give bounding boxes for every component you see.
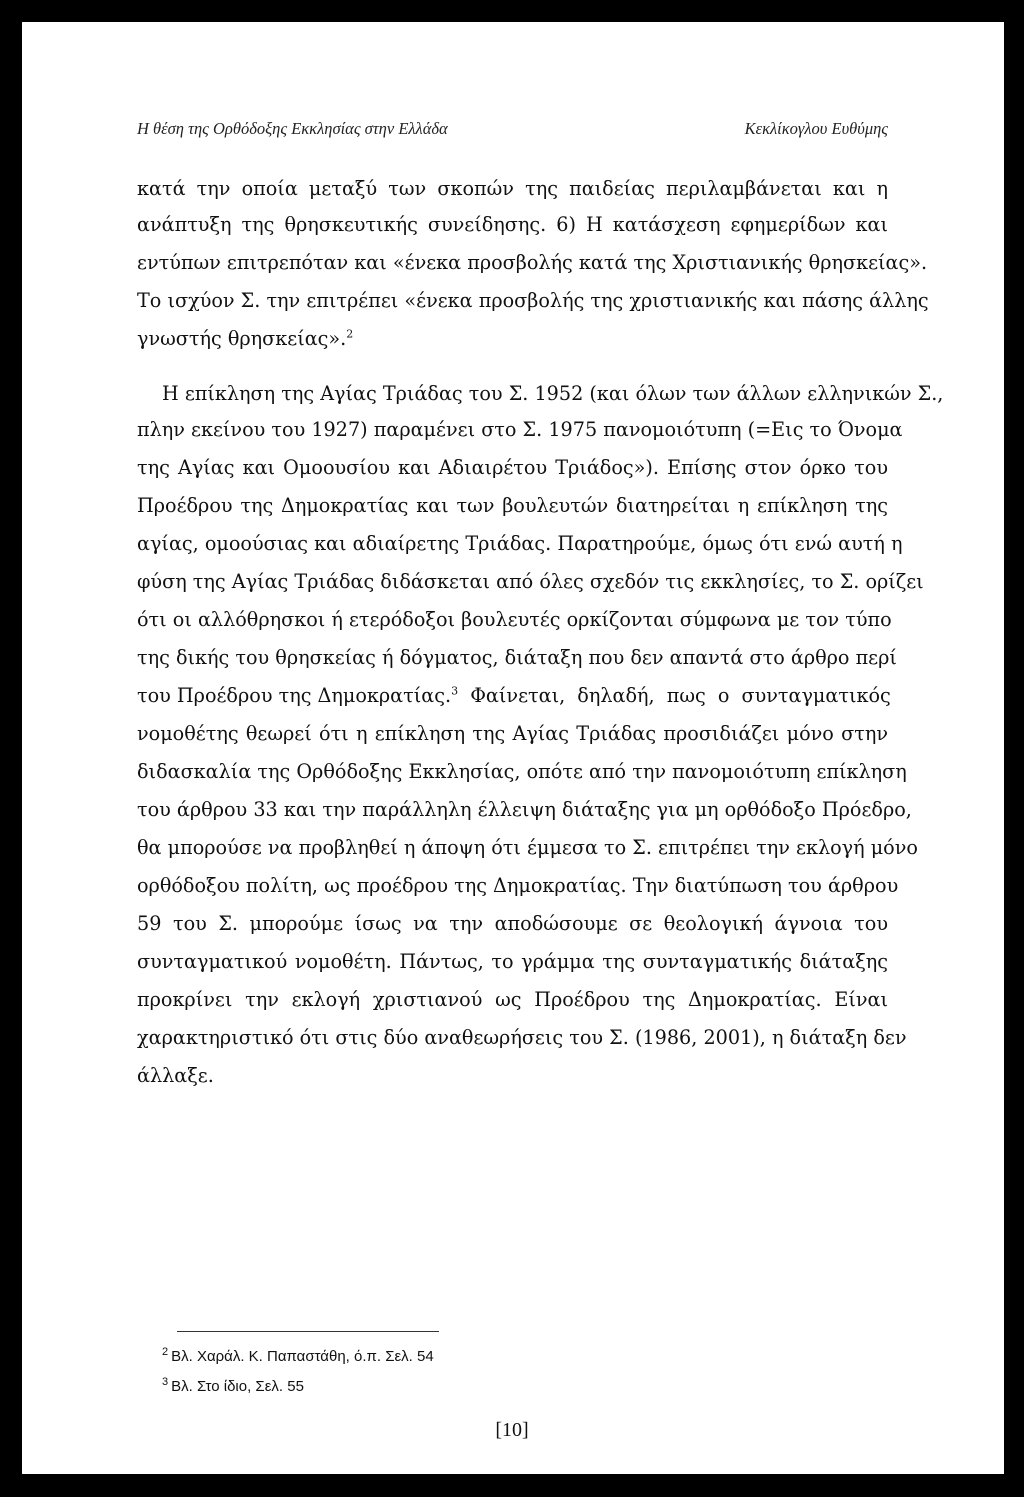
text-line: Η επίκληση της Αγίας Τριάδας του Σ. 1952 (και όλων των άλλων ελληνικών Σ., — [162, 382, 944, 405]
text-line: φύση της Αγίας Τριάδας διδάσκεται από όλες σχεδόν τις εκκλησίες, το Σ. ορίζει — [137, 570, 924, 593]
footnote-text: Βλ. Στο ίδιο, Σελ. 55 — [171, 1378, 304, 1395]
header-title: Η θέση της Ορθόδοξης Εκκλησίας στην Ελλάδα — [137, 119, 448, 138]
text-line: συνταγματικού νομοθέτη. Πάντως, το γράμμα της συνταγματικής διάταξης — [137, 950, 888, 973]
text-line: προκρίνει την εκλογή χριστιανού ως Προέδρου της Δημοκρατίας. Είναι — [137, 988, 888, 1011]
text-line: ανάπτυξη της θρησκευτικής συνείδησης. 6) Η κατάσχεση εφημερίδων και — [137, 213, 888, 236]
text-line: της δικής του θρησκείας ή δόγματος, διάταξη που δεν απαντά στο άρθρο περί — [137, 646, 897, 669]
header-author: Κεκλίκογλου Ευθύμης — [744, 119, 888, 138]
footnote-ref: 3 — [451, 684, 459, 698]
running-header — [137, 119, 888, 143]
text-line: Το ισχύον Σ. την επιτρέπει «ένεκα προσβολής της χριστιανικής και πάσης άλλης — [137, 289, 929, 312]
footnote — [162, 1377, 304, 1397]
text-line: ότι οι αλλόθρησκοι ή ετερόδοξοι βουλευτές ορκίζονται σύμφωνα με τον τύπο — [137, 608, 892, 631]
page-number: [10] — [495, 1419, 529, 1441]
footnote-divider — [177, 1331, 439, 1332]
footnote-text: Βλ. Χαράλ. Κ. Παπαστάθη, ό.π. Σελ. 54 — [171, 1348, 434, 1365]
text-line-content: του Προέδρου της Δημοκρατίας. — [137, 684, 452, 707]
text-line: χαρακτηριστικό ότι στις δύο αναθεωρήσεις του Σ. (1986, 2001), η διάταξη δεν — [137, 1026, 907, 1049]
text-line: κατά την οποία μεταξύ των σκοπών της παιδείας περιλαμβάνεται και η — [137, 177, 888, 200]
footnote-ref: 2 — [346, 327, 354, 341]
text-line: νομοθέτης θεωρεί ότι η επίκληση της Αγίας Τριάδας προσιδιάζει μόνο στην — [137, 722, 888, 745]
footnote-number: 3 — [162, 1376, 169, 1388]
text-line — [137, 327, 888, 351]
text-line: 59 του Σ. μπορούμε ίσως να την αποδώσουμε σε θεολογική άγνοια του — [137, 912, 888, 935]
text-line: διδασκαλία της Ορθόδοξης Εκκλησίας, οπότε από την πανομοιότυπη επίκληση — [137, 760, 907, 783]
text-line-continuation: Φαίνεται, δηλαδή, πως ο συνταγματικός — [458, 684, 891, 707]
text-line: εντύπων επιτρεπόταν και «ένεκα προσβολής κατά της Χριστιανικής θρησκείας». — [137, 251, 928, 274]
text-line — [137, 684, 891, 708]
page-sheet — [22, 22, 1004, 1474]
text-line: αγίας, ομοούσιας και αδιαίρετης Τριάδας. Παρατηρούμε, όμως ότι ενώ αυτή η — [137, 532, 903, 555]
footnote-number: 2 — [162, 1346, 169, 1358]
text-line: Προέδρου της Δημοκρατίας και των βουλευτών διατηρείται η επίκληση της — [137, 494, 888, 517]
text-line: ορθόδοξου πολίτη, ως προέδρου της Δημοκρατίας. Την διατύπωση του άρθρου — [137, 874, 899, 897]
text-line: της Αγίας και Ομοουσίου και Αδιαιρέτου Τριάδος»). Επίσης στον όρκο του — [137, 456, 888, 479]
text-line-content: γνωστής θρησκείας». — [137, 327, 347, 350]
text-line: άλλαξε. — [137, 1064, 214, 1087]
text-line: πλην εκείνου του 1927) παραμένει στο Σ. 1975 πανομοιότυπη (=Εις το Όνομα — [137, 418, 903, 441]
text-line: θα μπορούσε να προβληθεί η άποψη ότι έμμεσα το Σ. επιτρέπει την εκλογή μόνο — [137, 836, 918, 859]
footnote — [162, 1347, 434, 1367]
text-line: του άρθρου 33 και την παράλληλη έλλειψη διάταξης για μη ορθόδοξο Πρόεδρο, — [137, 798, 912, 821]
